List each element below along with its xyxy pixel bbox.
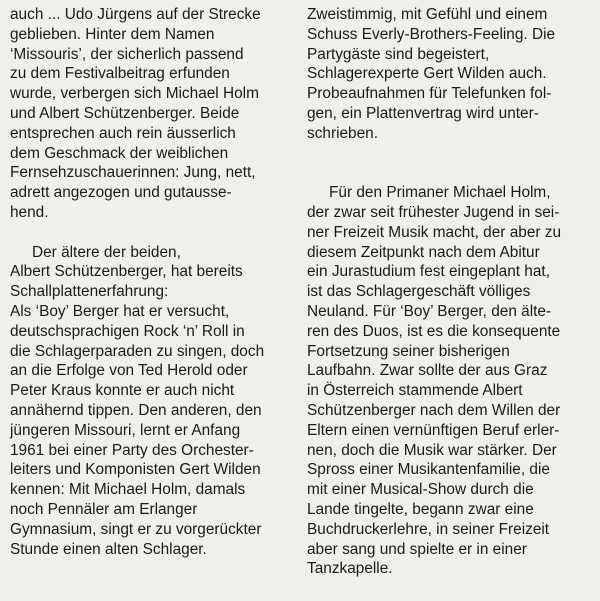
text-line: leiters und Komponisten Gert Wilden (10, 461, 261, 479)
text-line: Partygäste sind begeistert, (307, 45, 490, 63)
text-line: geblieben. Hinter dem Namen (10, 25, 215, 43)
text-line: mit einer Musical-Show durch die (307, 481, 534, 499)
text-line: Probeaufnahmen für Telefunken fol- (307, 85, 552, 103)
text-line: Buchdruckerlehre, in seiner Freizeit (307, 520, 550, 538)
text-line: Fortsetzung seiner bisherigen (307, 342, 510, 360)
text-line: annähernd tippen. Den anderen, den (10, 401, 262, 419)
text-line: ‘Missouris’, der sicherlich passend (10, 45, 244, 63)
paragraph-gap (307, 144, 595, 164)
text-line: und Albert Schützenberger. Beide (10, 104, 240, 122)
text-line: an die Erfolge von Ted Herold oder (10, 362, 248, 380)
text-line: kennen: Mit Michael Holm, damals (10, 481, 246, 499)
text-line: aber sang und spielte er in einer (307, 540, 527, 558)
text-line: deutschsprachigen Rock ‘n’ Roll in (10, 322, 245, 340)
paragraph-gap (307, 163, 595, 183)
left-column (10, 5, 298, 559)
text-line: Lande tingelte, begann zwar eine (307, 500, 534, 518)
text-line: Für den Primaner Michael Holm, (329, 184, 551, 202)
text-line: wurde, verbergen sich Michael Holm (10, 85, 259, 103)
text-line: ner Freizeit Musik macht, der aber zu (307, 223, 562, 241)
text-line: die Schlagerparaden zu singen, doch (10, 342, 265, 360)
right-paragraph-2 (307, 183, 595, 579)
left-paragraph-1 (10, 5, 298, 223)
right-paragraph-1 (307, 5, 595, 144)
text-line: ist das Schlagergeschäft völliges (307, 283, 531, 301)
text-line: Als ‘Boy’ Berger hat er versucht, (10, 302, 230, 320)
text-line: jüngeren Missouri, lernt er Anfang (10, 421, 241, 439)
text-line: entsprechen auch rein äusserlich (10, 124, 236, 142)
text-line: der zwar seit frühester Jugend in sei- (307, 203, 560, 221)
text-line: gen, ein Plattenvertrag wird unter- (307, 104, 539, 122)
text-line: Gymnasium, singt er zu vorgerückter (10, 520, 262, 538)
text-line: noch Pennäler am Erlanger (10, 500, 198, 518)
text-line: Schallplattenerfahrung: (10, 283, 169, 301)
text-line: schrieben. (307, 124, 379, 142)
text-line: zu dem Festivalbeitrag erfunden (10, 65, 230, 83)
text-line: Spross einer Musikantenfamilie, die (307, 461, 550, 479)
text-line: Eltern einen vernünftigen Beruf erler- (307, 421, 560, 439)
text-line: Der ältere der beiden, (32, 243, 181, 261)
text-line: ein Jurastudium fest eingeplant hat, (307, 263, 550, 281)
left-paragraph-2 (10, 243, 298, 560)
text-line: adrett angezogen und gutausse- (10, 184, 232, 202)
right-column (307, 5, 595, 579)
text-line: Stunde einen alten Schlager. (10, 540, 207, 558)
text-line: auch ... Udo Jürgens auf der Strecke (10, 6, 261, 23)
text-line: ren des Duos, ist es die konsequente (307, 322, 561, 340)
text-line: in Österreich stammende Albert (307, 382, 523, 400)
text-line: Peter Kraus konnte er auch nicht (10, 382, 235, 400)
text-line: Tanzkapelle. (307, 560, 393, 578)
text-line: Schützenberger nach dem Willen der (307, 401, 561, 419)
text-line: diesem Zeitpunkt nach dem Abitur (307, 243, 540, 261)
text-line: Laufbahn. Zwar sollte der aus Graz (307, 362, 548, 380)
text-line: hend. (10, 203, 49, 221)
text-line: 1961 bei einer Party des Orchester- (10, 441, 254, 459)
text-line: dem Geschmack der weiblichen (10, 144, 229, 162)
text-line: Fernsehzuschauerinnen: Jung, nett, (10, 164, 256, 182)
text-line: Zweistimmig, mit Gefühl und einem (307, 6, 548, 23)
text-line: Schlagerexperte Gert Wilden auch. (307, 65, 547, 83)
text-line: Schuss Everly-Brothers-Feeling. Die (307, 25, 556, 43)
paragraph-gap (10, 223, 298, 243)
text-line: Albert Schützenberger, hat bereits (10, 263, 243, 281)
text-line: nen, doch die Musik war stärker. Der (307, 441, 557, 459)
text-line: Neuland. Für ‘Boy’ Berger, den älte- (307, 302, 552, 320)
